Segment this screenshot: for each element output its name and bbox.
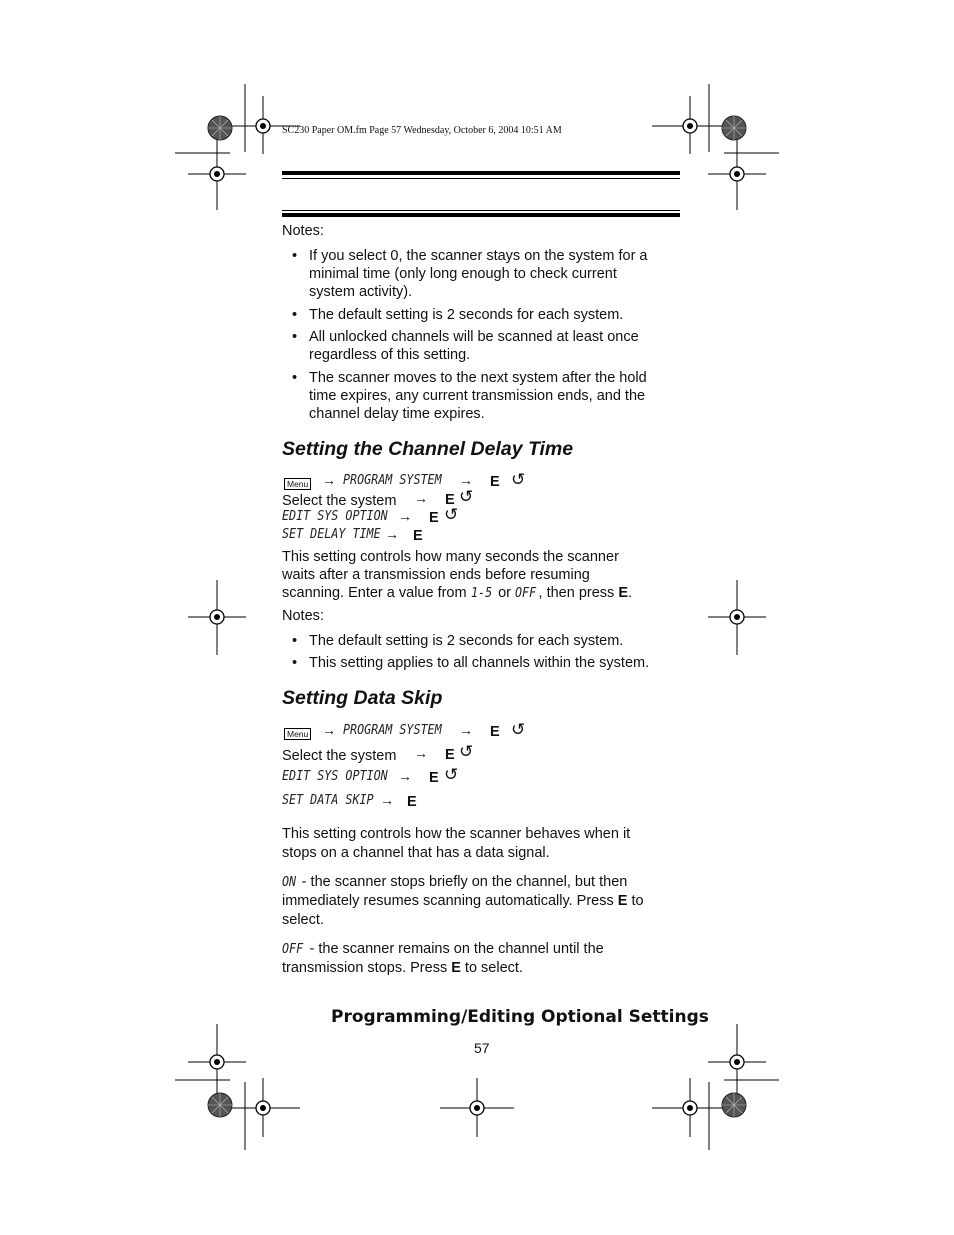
e-key: E (490, 474, 500, 490)
file-header: SC230 Paper OM.fm Page 57 Wednesday, October 6, 2004 10:51 AM (282, 125, 562, 136)
section-title-data-skip: Setting Data Skip (282, 687, 443, 709)
arrow-icon: → (385, 526, 399, 542)
paragraph-line (282, 892, 682, 911)
paragraph-line (282, 873, 682, 892)
top-rule-thin (282, 178, 680, 179)
lcd-program-system: PROGRAM SYSTEM (343, 473, 442, 488)
e-key: E (429, 770, 439, 786)
e-key: E (617, 893, 628, 909)
paragraph-line: select. (282, 912, 324, 928)
list-item-line: All unlocked channels will be scanned at least once (309, 329, 639, 345)
menu-key-icon: Menu (284, 478, 311, 490)
lcd-range: 1-5 (470, 586, 492, 601)
text-run: to select. (460, 960, 523, 976)
e-key: E (407, 794, 417, 810)
lcd-set-data-skip: SET DATA SKIP (282, 793, 374, 808)
paragraph-line (282, 940, 682, 959)
rotate-knob-icon: ↺ (459, 487, 474, 506)
rotate-knob-icon: ↺ (444, 765, 459, 784)
bullet-icon: • (292, 633, 298, 649)
select-system-text: Select the system (282, 493, 397, 509)
list-item-line: This setting applies to all channels within the system. (309, 655, 650, 671)
list-item-line: minimal time (only long enough to check current (309, 266, 617, 282)
bullet-icon: • (292, 655, 298, 671)
lcd-set-delay-time: SET DELAY TIME (282, 527, 381, 542)
text-run: transmission stops. Press (282, 960, 452, 976)
bullet-icon: • (292, 307, 298, 323)
data-skip-description (282, 825, 682, 863)
text-run: - the scanner stops briefly on the channel, but then (297, 874, 628, 890)
e-key: E (445, 492, 455, 508)
arrow-icon: → (322, 472, 336, 488)
list-item-line: If you select 0, the scanner stays on the system for a (309, 248, 648, 264)
e-key: E (451, 960, 461, 976)
lcd-edit-sys-option: EDIT SYS OPTION (282, 769, 388, 784)
lcd-edit-sys-option: EDIT SYS OPTION (282, 509, 388, 524)
bullet-icon: • (292, 370, 298, 386)
notes-label: Notes: (282, 223, 324, 239)
list-item-line: The scanner moves to the next system after the hold (309, 370, 647, 386)
list-item-line: channel delay time expires. (309, 406, 485, 422)
rotate-knob-icon: ↺ (444, 505, 459, 524)
lcd-on: ON (282, 875, 297, 890)
arrow-icon: → (380, 792, 394, 808)
section-title-channel-delay: Setting the Channel Delay Time (282, 438, 574, 460)
paragraph-line (282, 959, 682, 978)
list-item-line: regardless of this setting. (309, 347, 471, 363)
off-option-description (282, 940, 682, 978)
paragraph-line: This setting controls how the scanner behaves when it (282, 826, 631, 842)
e-key: E (618, 585, 628, 601)
text-run: or (494, 585, 516, 601)
list-item-line: system activity). (309, 284, 413, 300)
paragraph-line: stops on a channel that has a data signal. (282, 845, 550, 861)
arrow-icon: → (414, 745, 428, 761)
arrow-icon: → (459, 722, 473, 738)
text-run: . (628, 585, 633, 601)
text-run: scanning. Enter a value from (282, 585, 471, 601)
rotate-knob-icon: ↺ (459, 742, 474, 761)
text-run: immediately resumes scanning automatically. Press (282, 893, 618, 909)
e-key: E (413, 528, 423, 544)
arrow-icon: → (322, 722, 336, 738)
top-rule-thick (282, 171, 680, 175)
section-rule-thick (282, 213, 680, 217)
e-key: E (445, 747, 455, 763)
lcd-off: OFF (282, 942, 304, 957)
page-number: 57 (474, 1040, 490, 1056)
text-run: - the scanner remains on the channel until the (305, 941, 604, 957)
list-item-line: The default setting is 2 seconds for each system. (309, 307, 624, 323)
e-key: E (429, 510, 439, 526)
list-item-line: time expires, any current transmission ends, and the (309, 388, 646, 404)
arrow-icon: → (414, 490, 428, 506)
arrow-icon: → (398, 768, 412, 784)
rotate-knob-icon: ↺ (511, 720, 526, 739)
list-item-line: The default setting is 2 seconds for each system. (309, 633, 624, 649)
e-key: E (490, 724, 500, 740)
text-run: to (627, 893, 644, 909)
paragraph-line (282, 584, 682, 603)
rotate-knob-icon: ↺ (511, 470, 526, 489)
on-option-description (282, 873, 682, 930)
menu-key-icon: Menu (284, 728, 311, 740)
delay-description (282, 548, 682, 603)
select-system-text: Select the system (282, 748, 397, 764)
arrow-icon: → (459, 472, 473, 488)
text-run: , then press (538, 585, 619, 601)
arrow-icon: → (398, 508, 412, 524)
paragraph-line: waits after a transmission ends before resuming (282, 567, 590, 583)
section-rule-thin (282, 210, 680, 211)
bullet-icon: • (292, 248, 298, 264)
bullet-icon: • (292, 329, 298, 345)
lcd-program-system: PROGRAM SYSTEM (343, 723, 442, 738)
paragraph-line: This setting controls how many seconds the scanner (282, 549, 619, 565)
lcd-off: OFF (515, 586, 537, 601)
notes-label: Notes: (282, 608, 324, 624)
running-footer-title: Programming/Editing Optional Settings (331, 1007, 709, 1027)
